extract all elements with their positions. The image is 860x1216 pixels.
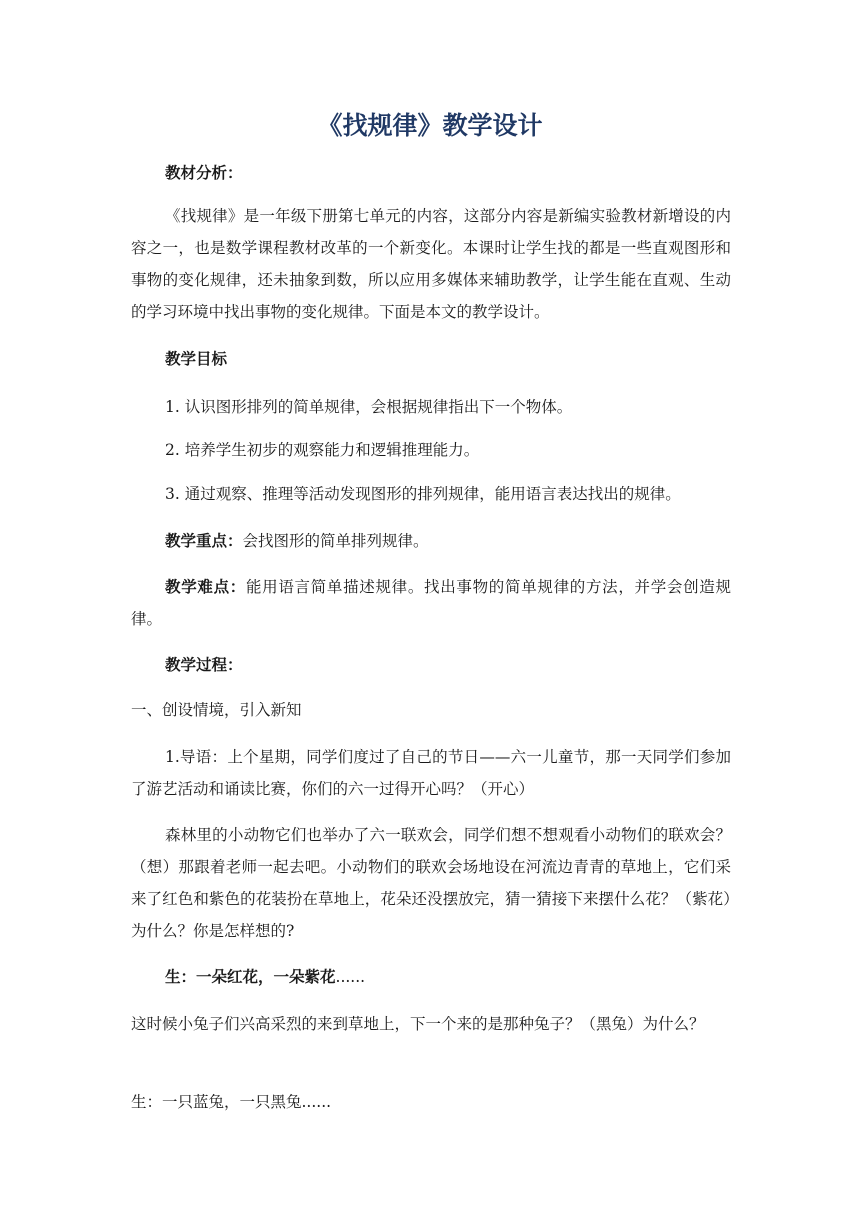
difficulty-label: 教学难点： <box>165 578 246 596</box>
rabbit-paragraph: 这时候小兔子们兴高采烈的来到草地上，下一个来的是那种兔子？（黑兔）为什么？ <box>131 1015 705 1033</box>
difficulty-text: 能用语言简单描述规律。找出事物的简单规律的方法，并学会创造规律。 <box>131 578 731 628</box>
student-answer-1-dots: ...... <box>335 968 366 986</box>
section-heading-1: 一、创设情境，引入新知 <box>131 701 302 719</box>
document-title: 《找规律》教学设计 <box>317 111 543 140</box>
analysis-paragraph: 《找规律》是一年级下册第七单元的内容，这部分内容是新编实验教材新增设的内容之一，也是数学课程教材改革的一个新变化。本课时让学生找的都是一些直观图形和事物的变化规律，还未抽象到数，所以应用多媒体来辅助教学，让学生能在直观、生动的学习环境中找出事物的变化规律。下面是本文的教学设计。 <box>131 207 731 321</box>
key-point-paragraph <box>131 525 731 557</box>
story-paragraph: 森林里的小动物它们也举办了六一联欢会，同学们想不想观看小动物们的联欢会？（想）那跟着老师一起去吧。小动物们的联欢会场地设在河流边青青的草地上，它们采来了红色和紫色的花装扮在草地上，花朵还没摆放完，猜一猜接下来摆什么花？（紫花）为什么？你是怎样想的? <box>131 826 731 940</box>
goal-item-1: 1. 认识图形排列的简单规律，会根据规律指出下一个物体。 <box>165 398 573 416</box>
student-answer-1 <box>131 961 731 993</box>
intro-paragraph: 1.导语：上个星期，同学们度过了自己的节日——六一儿童节，那一天同学们参加了游艺活动和诵读比赛，你们的六一过得开心吗？（开心） <box>131 748 731 798</box>
goals-heading: 教学目标 <box>165 350 228 368</box>
goal-item-2: 2. 培养学生初步的观察能力和逻辑推理能力。 <box>165 441 480 459</box>
student-answer-1-text: 生：一朵红花，一朵紫花 <box>165 968 336 986</box>
student-answer-2: 生：一只蓝兔，一只黑兔...... <box>131 1093 332 1111</box>
key-point-text: 会找图形的简单排列规律。 <box>242 532 429 550</box>
process-heading: 教学过程： <box>165 656 243 674</box>
difficulty-paragraph <box>131 571 731 635</box>
key-point-label: 教学重点： <box>165 532 243 550</box>
goal-item-3: 3. 通过观察、推理等活动发现图形的排列规律，能用语言表达找出的规律。 <box>165 485 681 503</box>
analysis-heading: 教材分析： <box>165 164 243 182</box>
